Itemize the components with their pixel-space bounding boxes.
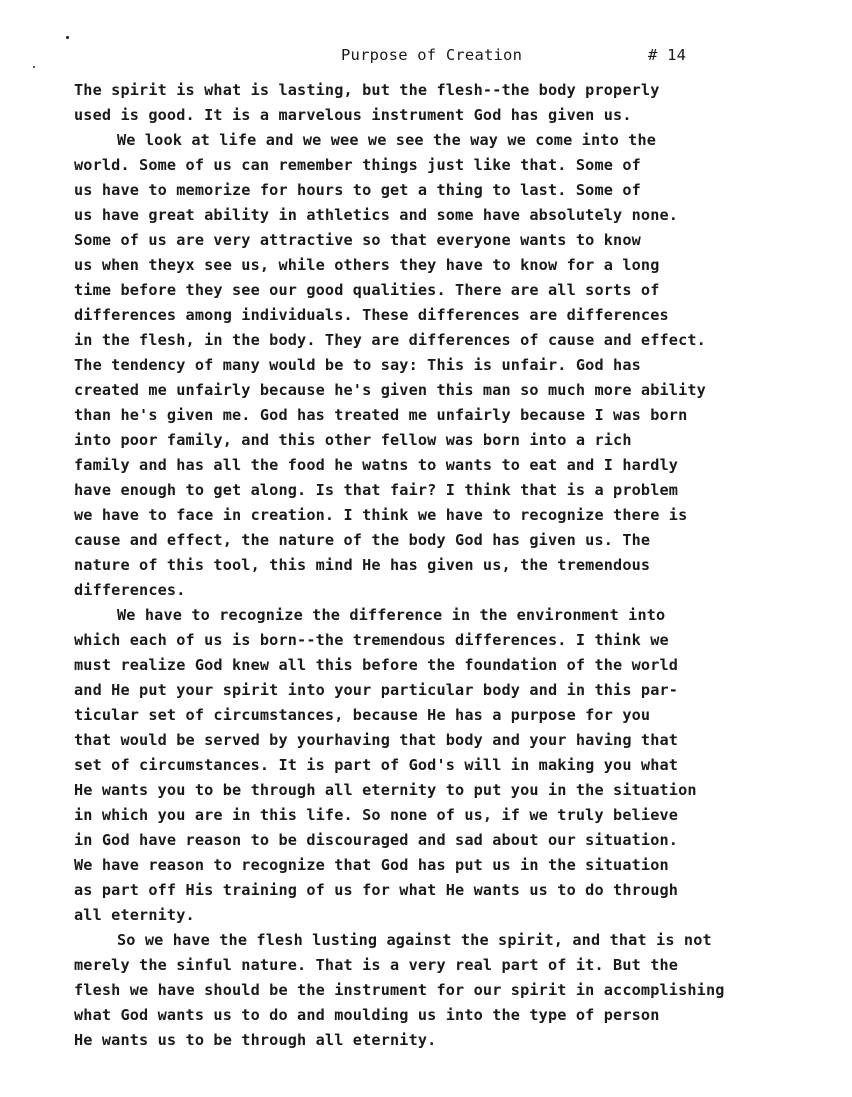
text-line: have enough to get along. Is that fair? I think that is a problem bbox=[74, 481, 679, 499]
text-line: us when theyx see us, while others they have to know for a long bbox=[74, 256, 660, 274]
text-line: differences among individuals. These differences are differences bbox=[74, 306, 669, 324]
text-line: which each of us is born--the tremendous differences. I think we bbox=[74, 631, 669, 649]
text-line: than he's given me. God has treated me unfairly because I was born bbox=[74, 406, 688, 424]
text-line: He wants us to be through all eternity. bbox=[74, 1031, 437, 1049]
body-text bbox=[74, 78, 814, 1053]
text-line: us have great ability in athletics and some have absolutely none. bbox=[74, 206, 679, 224]
text-line: us have to memorize for hours to get a thing to last. Some of bbox=[74, 181, 641, 199]
text-line: differences. bbox=[74, 581, 186, 599]
text-line: created me unfairly because he's given this man so much more ability bbox=[74, 381, 706, 399]
text-line: used is good. It is a marvelous instrument God has given us. bbox=[74, 106, 632, 124]
text-line: in the flesh, in the body. They are differences of cause and effect. bbox=[74, 331, 706, 349]
text-line: family and has all the food he watns to wants to eat and I hardly bbox=[74, 456, 679, 474]
text-line: we have to face in creation. I think we have to recognize there is bbox=[74, 506, 688, 524]
text-line: what God wants us to do and moulding us into the type of person bbox=[74, 1006, 660, 1024]
text-line: set of circumstances. It is part of God's will in making you what bbox=[74, 756, 679, 774]
text-line: all eternity. bbox=[74, 906, 195, 924]
scan-speck bbox=[66, 36, 69, 39]
text-line: We have to recognize the difference in the environment into bbox=[117, 606, 666, 624]
text-line: The tendency of many would be to say: This is unfair. God has bbox=[74, 356, 641, 374]
text-line: merely the sinful nature. That is a very real part of it. But the bbox=[74, 956, 679, 974]
text-line: So we have the flesh lusting against the spirit, and that is not bbox=[117, 931, 712, 949]
page-title: Purpose of Creation bbox=[341, 46, 523, 64]
text-line: in God have reason to be discouraged and sad about our situation. bbox=[74, 831, 679, 849]
text-line: that would be served by yourhaving that body and your having that bbox=[74, 731, 679, 749]
text-line: in which you are in this life. So none of us, if we truly believe bbox=[74, 806, 679, 824]
text-line: as part off His training of us for what He wants us to do through bbox=[74, 881, 679, 899]
text-line: into poor family, and this other fellow was born into a rich bbox=[74, 431, 632, 449]
text-line: world. Some of us can remember things just like that. Some of bbox=[74, 156, 641, 174]
text-line: Some of us are very attractive so that everyone wants to know bbox=[74, 231, 641, 249]
text-line: nature of this tool, this mind He has given us, the tremendous bbox=[74, 556, 651, 574]
scan-speck bbox=[33, 66, 35, 68]
text-line: The spirit is what is lasting, but the flesh--the body properly bbox=[74, 81, 660, 99]
text-line: flesh we have should be the instrument for our spirit in accomplishing bbox=[74, 981, 725, 999]
text-line: and He put your spirit into your particular body and in this par- bbox=[74, 681, 679, 699]
page-number: # 14 bbox=[648, 46, 687, 64]
text-line: cause and effect, the nature of the body God has given us. The bbox=[74, 531, 651, 549]
page-header bbox=[0, 46, 852, 68]
text-line: We look at life and we wee we see the way we come into the bbox=[117, 131, 657, 149]
text-line: We have reason to recognize that God has put us in the situation bbox=[74, 856, 669, 874]
text-line: He wants you to be through all eternity to put you in the situation bbox=[74, 781, 697, 799]
text-line: ticular set of circumstances, because He has a purpose for you bbox=[74, 706, 651, 724]
text-line: must realize God knew all this before the foundation of the world bbox=[74, 656, 679, 674]
text-line: time before they see our good qualities. There are all sorts of bbox=[74, 281, 660, 299]
